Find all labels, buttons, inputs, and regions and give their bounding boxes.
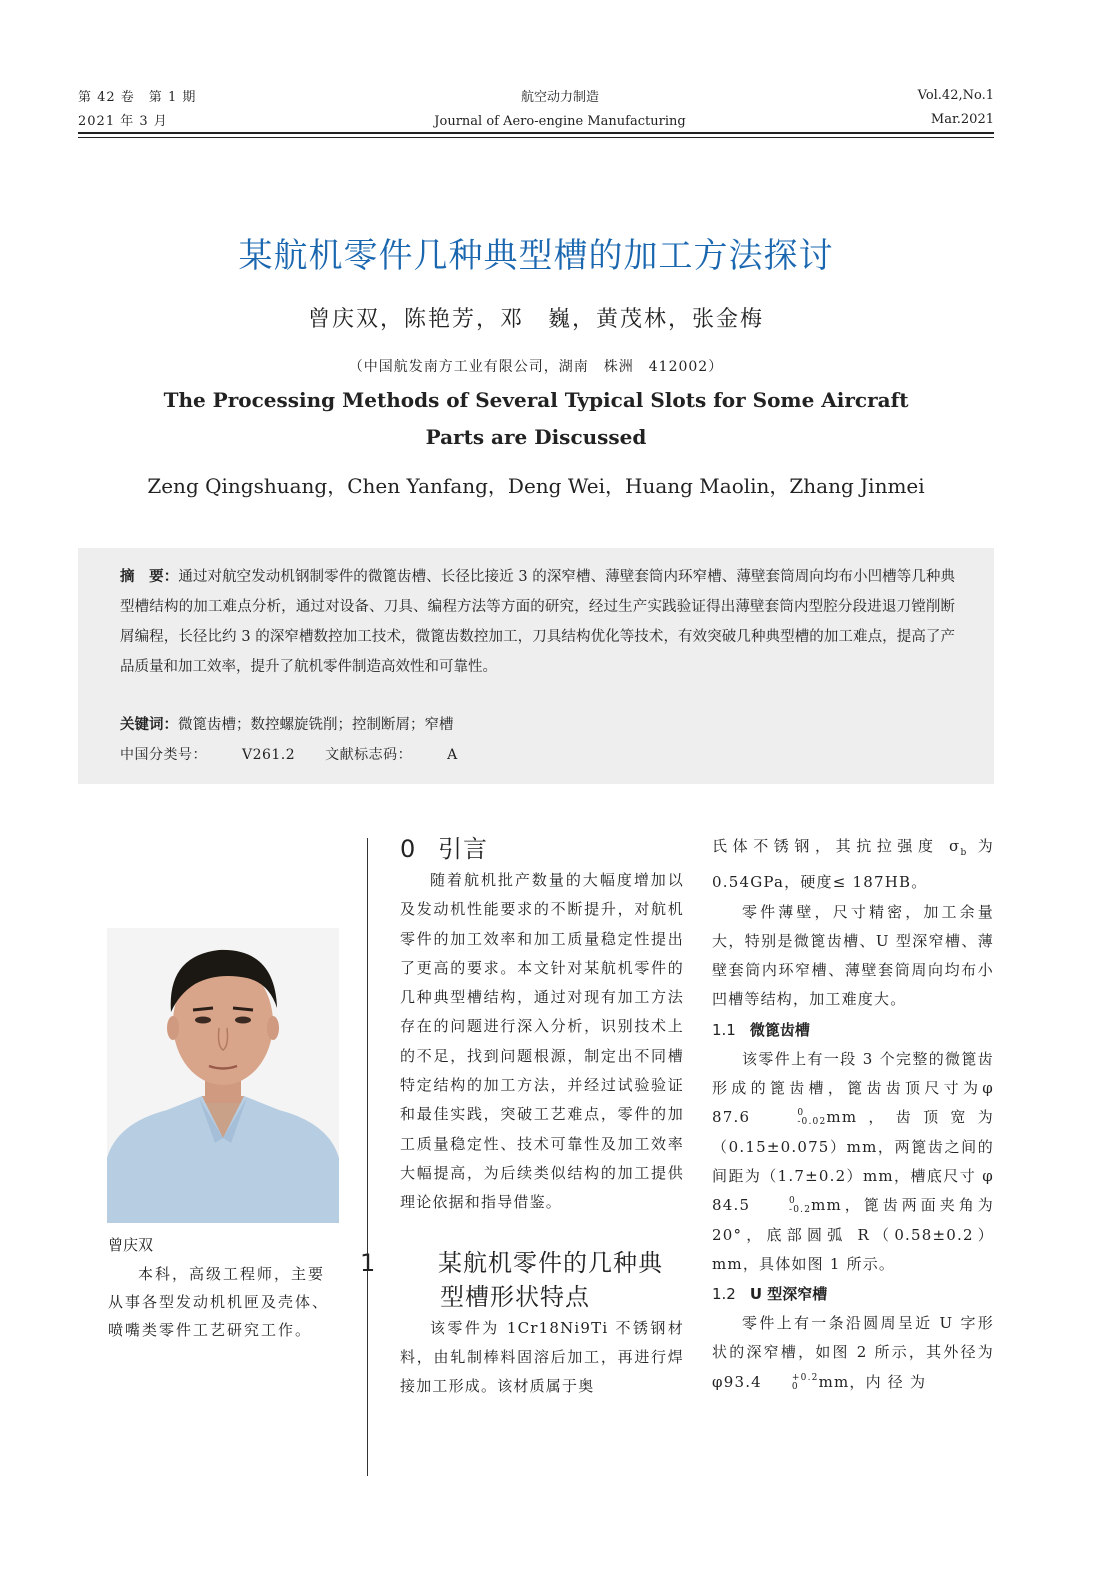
text-fragment: mm，齿顶宽为（0.15±0.075）mm，两篦齿之间的间距为（1.7±0.2）mm，槽底尺寸 φ 84.5	[712, 1108, 994, 1215]
clc-code: V261.2	[241, 747, 296, 763]
sigma-subscript: b	[960, 848, 968, 858]
authors-cn: 曾庆双，陈艳芳，邓 巍，黄茂林，张金梅	[307, 307, 764, 332]
abstract-body: 通过对航空发动机钢制零件的微篦齿槽、长径比接近 3 的深窄槽、薄壁套筒内环窄槽、薄壁套筒周向均布小凹槽等几种典型槽结构的加工难点分析，通过对设备、刀具、编程方法等方面的研究，经过生产实践验证得出薄壁套筒内型腔分段进退刀镗削断屑编程，长径比约 3 的深窄槽数控加工技术，微篦齿数控加工，刀具结构优化等技术，有效突破几种典型槽的加工难点，提高了产品质量和加工效率，提升了航机零件制造高效性和可靠性。	[120, 569, 955, 675]
tolerance-lower: 0	[791, 1381, 799, 1392]
text-fragment: 为 0.54GPa，硬度≤ 187HB。	[712, 837, 995, 892]
section-1-1-number: 1.1	[712, 1020, 736, 1039]
section-0-number: 0	[400, 835, 417, 863]
body-column-middle	[360, 832, 684, 1401]
abstract	[120, 562, 955, 682]
bio-text: 本科，高级工程师，主要从事各型发动机机匣及壳体、喷嘴类零件工艺研究工作。	[108, 1265, 330, 1339]
section-1-1-heading	[712, 1015, 994, 1045]
body-column-right	[712, 832, 994, 1397]
section-0-title: 引言	[438, 835, 488, 863]
authors-en: Zeng Qingshuang，Chen Yanfang，Deng Wei，Huang Maolin，Zhang Jinmei	[147, 474, 925, 498]
clc-label: 中国分类号：	[120, 747, 207, 763]
article-title-en: The Processing Methods of Several Typical Slots for Some Aircraft Parts are Discussed	[163, 388, 909, 449]
text-fragment: 该零件上有一段 3 个完整的微篦齿形成的篦齿槽，篦齿齿顶尺寸为φ 87.6	[712, 1049, 994, 1127]
running-header-left	[78, 86, 196, 134]
section-0-heading	[400, 832, 684, 866]
tolerance-upper: 0	[797, 1108, 805, 1119]
abstract-label: 摘 要：	[120, 569, 179, 585]
text-fragment: mm，篦齿两面夹角为 20°，底部圆弧 R（0.58±0.2）mm，具体如图 1 所示。	[712, 1196, 994, 1273]
section-1-heading	[360, 1246, 684, 1314]
bio-author-name: 曾庆双	[108, 1236, 154, 1254]
section-1-paragraph-continued	[712, 832, 994, 898]
doc-code: A	[447, 747, 458, 763]
affiliation-cn: （中国航发南方工业有限公司，湖南 株洲 412002）	[348, 359, 724, 375]
keywords: 微篦齿槽；数控螺旋铣削；控制断屑；窄槽	[178, 717, 454, 733]
section-0-paragraph: 随着航机批产数量的大幅度增加以及发动机性能要求的不断提升，对航机零件的加工效率和加工质量稳定性提出了更高的要求。本文针对某航机零件的几种典型槽结构，通过对现有加工方法存在的问题进行深入分析，识别技术上的不足，找到问题根源，制定出不同槽特定结构的加工方法，并经过试验验证和最佳实践，突破工艺难点，零件的加工质量稳定性、技术可靠性及加工效率大幅提高，为后续类似结构的加工提供理论依据和指导借鉴。	[400, 871, 684, 1212]
journal-name-cn: 航空动力制造	[520, 90, 599, 105]
header-rule-thick	[78, 132, 994, 134]
doc-code-label: 文献标志码：	[325, 747, 413, 763]
article-title-cn: 某航机零件几种典型槽的加工方法探讨	[238, 236, 834, 276]
keywords-label: 关键词：	[120, 717, 178, 733]
date-cn: 2021 年 3 月	[78, 114, 168, 129]
keywords-line	[120, 710, 454, 740]
tolerance-lower: -0.2	[788, 1205, 812, 1216]
section-1-2-paragraph	[712, 1309, 994, 1397]
date-en: Mar.2021	[930, 112, 994, 127]
text-fragment: 零件上有一条沿圆周呈近 U 字形状的深窄槽，如图 2 所示，其外径为 φ93.4	[712, 1314, 994, 1391]
section-1-number: 1	[360, 1248, 377, 1277]
section-1-1-paragraph	[712, 1045, 994, 1279]
section-1-2-heading	[712, 1279, 994, 1309]
section-1-paragraph-2: 零件薄壁，尺寸精密，加工余量大，特别是微篦齿槽、U 型深窄槽、薄壁套筒内环窄槽、薄壁套筒周向均布小凹槽等结构，加工难度大。	[712, 902, 994, 1009]
section-1-title: 某航机零件的几种典型槽形状特点	[438, 1248, 663, 1311]
author-photo	[107, 928, 339, 1223]
section-1-1-title: 微篦齿槽	[749, 1020, 810, 1039]
tolerance-lower: -0.02	[797, 1117, 827, 1128]
classification-line	[120, 740, 458, 770]
section-1-2-number: 1.2	[712, 1285, 736, 1304]
journal-name-en: Journal of Aero-engine Manufacturing	[434, 114, 686, 129]
tolerance-upper: 0	[788, 1196, 796, 1207]
volume-issue-en: Vol.42,No.1	[917, 88, 994, 103]
section-1-2-title: U 型深窄槽	[749, 1285, 828, 1304]
column-divider	[367, 838, 368, 1476]
author-portrait-illustration	[107, 928, 339, 1223]
header-rule-thin	[78, 137, 994, 138]
tolerance-upper: +0.2	[791, 1372, 819, 1383]
section-1-paragraph: 该零件为 1Cr18Ni9Ti 不锈钢材料，由轧制棒料固溶后加工，再进行焊接加工形成。该材质属于奥	[400, 1318, 684, 1396]
volume-issue-cn: 第 42 卷 第 1 期	[78, 90, 197, 105]
running-header-center	[380, 86, 740, 134]
text-fragment: mm，内 径 为	[818, 1372, 927, 1391]
text-fragment: 氏体不锈钢，其抗拉强度 σ	[712, 837, 961, 855]
running-header-right	[918, 84, 994, 132]
